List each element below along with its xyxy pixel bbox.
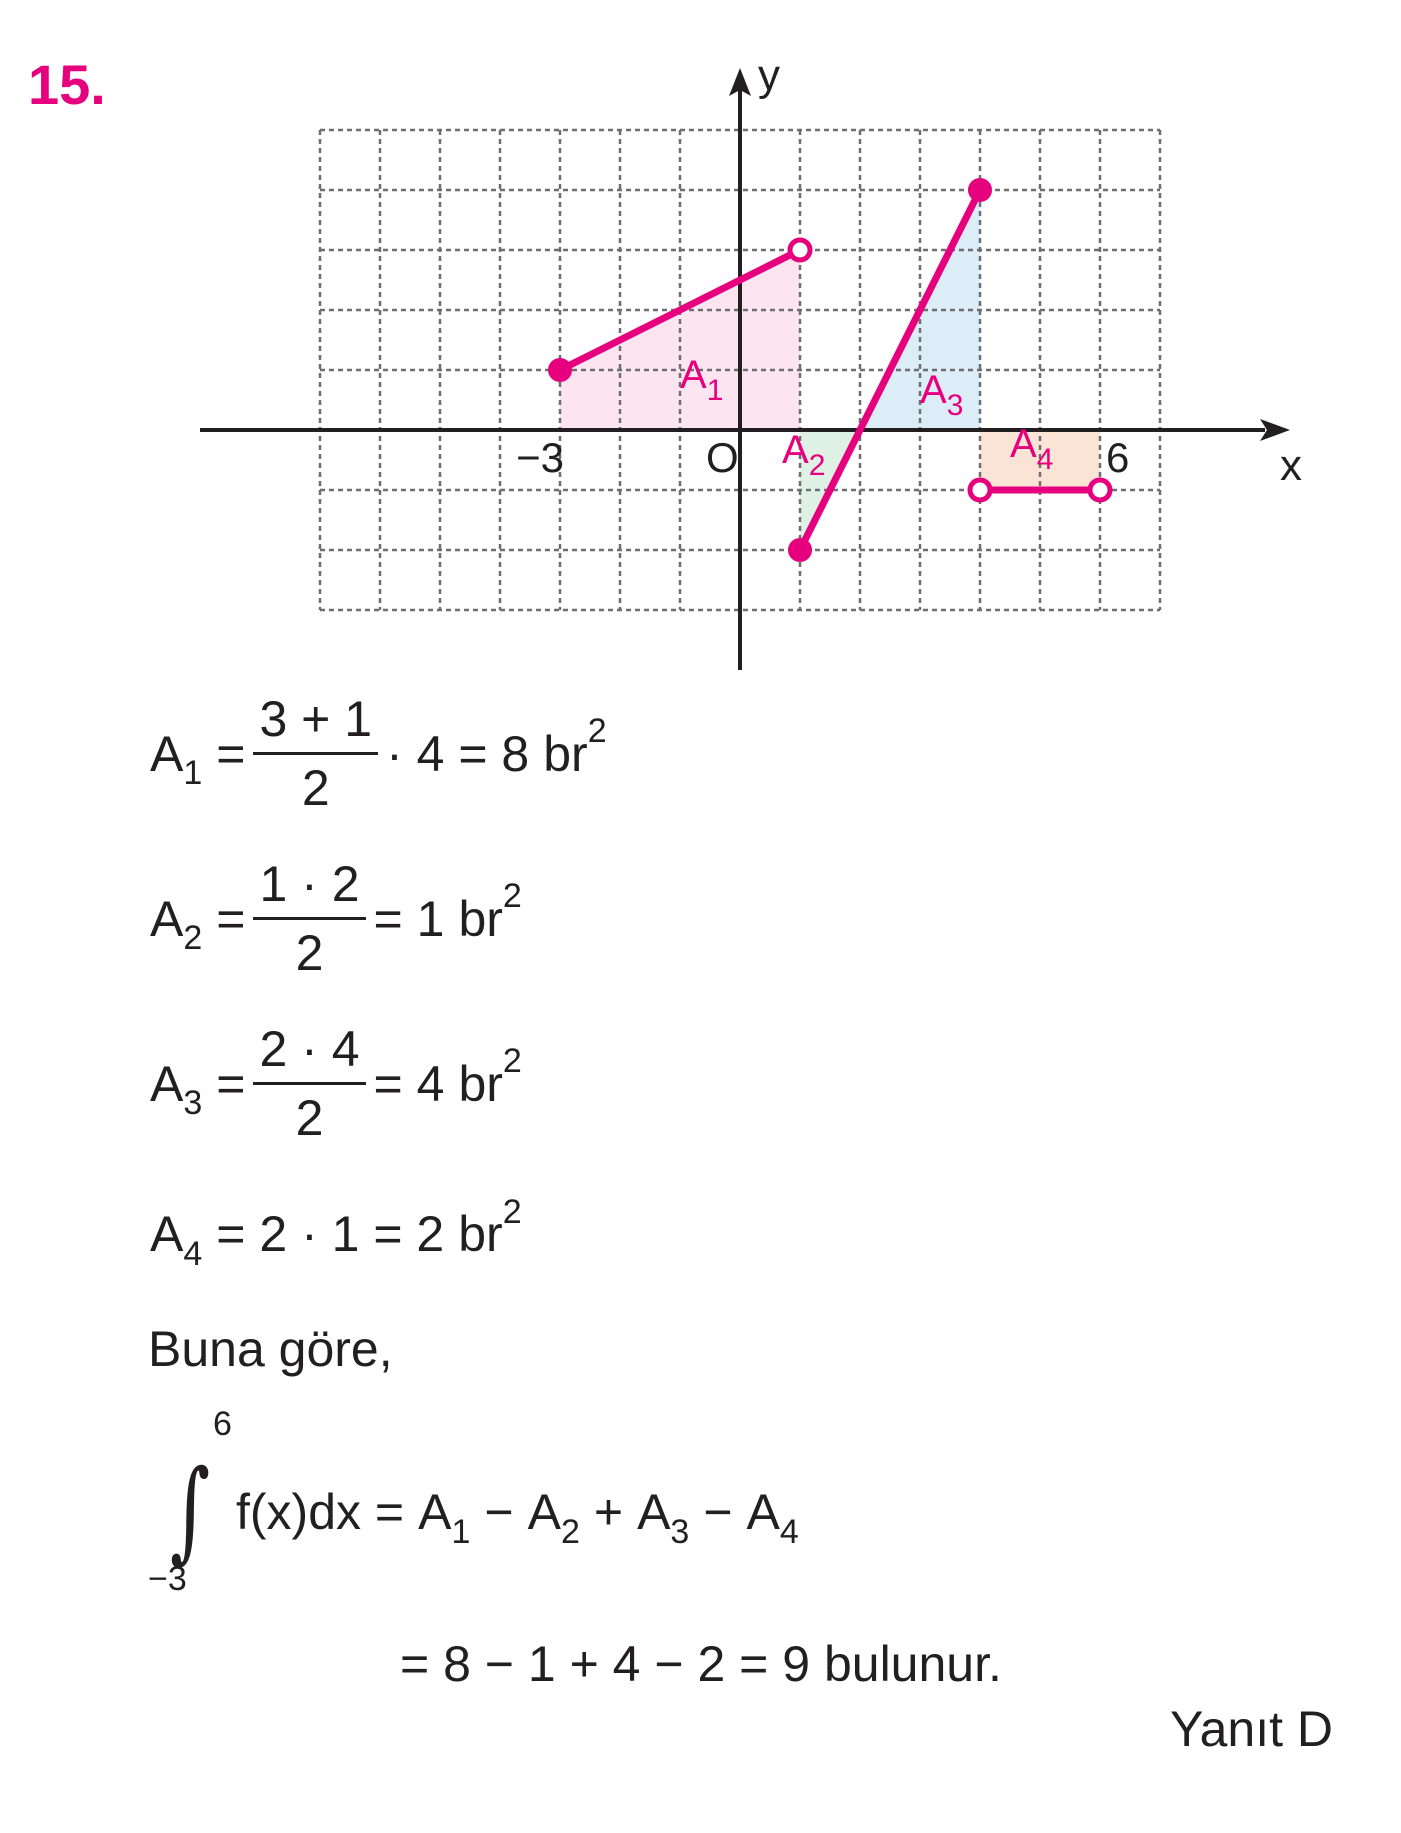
a3-eq: = bbox=[216, 1055, 246, 1112]
term-3-sub: 3 bbox=[670, 1512, 690, 1551]
a1-unit: br bbox=[543, 725, 588, 782]
area-a2-equation bbox=[150, 855, 522, 982]
term-1-op: − bbox=[484, 1484, 514, 1540]
a1-numerator: 3 + 1 bbox=[253, 690, 378, 755]
a3-lhs: A bbox=[150, 1055, 184, 1112]
integral-sign-icon: ∫ bbox=[170, 1446, 211, 1574]
term-3-letter: A bbox=[637, 1484, 671, 1540]
segment-1-start-closed-dot bbox=[548, 358, 572, 382]
region-label-a3-sub: 3 bbox=[946, 389, 964, 422]
area-a3-equation bbox=[150, 1020, 522, 1147]
term-4-letter: A bbox=[746, 1484, 780, 1540]
a2-denominator: 2 bbox=[295, 925, 324, 981]
region-label-a1: $A_1$ bbox=[680, 353, 724, 407]
a1-fraction bbox=[253, 690, 378, 817]
segment-3-end-open-dot bbox=[1090, 480, 1110, 500]
term-1-letter: A bbox=[418, 1484, 452, 1540]
a1-eq: = bbox=[216, 725, 246, 782]
a3-fraction bbox=[253, 1020, 365, 1147]
region-label-a2: $A_2$ bbox=[782, 428, 826, 482]
region-label-a3: $A_3$ bbox=[920, 368, 964, 422]
area-a4-equation bbox=[150, 1192, 522, 1273]
integral-upper-limit: 6 bbox=[213, 1405, 232, 1443]
answer-text: Yanıt D bbox=[1169, 1701, 1333, 1757]
term-2-sub: 2 bbox=[560, 1512, 580, 1551]
term-3-op: − bbox=[703, 1484, 733, 1540]
a1-lhs-sub: 1 bbox=[183, 754, 203, 792]
buna-gore-text: Buna göre, bbox=[148, 1321, 393, 1377]
a2-eq: = bbox=[216, 890, 246, 947]
integral-equation bbox=[148, 1405, 948, 1605]
region-label-a4-sub: 4 bbox=[1036, 443, 1054, 476]
integrand: f(x)dx = bbox=[236, 1484, 405, 1540]
region-label-a2-sub: 2 bbox=[808, 449, 826, 482]
a4-lhs-sub: 4 bbox=[183, 1234, 203, 1273]
term-4-sub: 4 bbox=[779, 1512, 799, 1551]
area-a1-equation bbox=[150, 690, 607, 817]
region-label-a4: $A_4$ bbox=[1010, 422, 1054, 476]
term-2-op: + bbox=[593, 1484, 624, 1540]
origin-label: O bbox=[706, 434, 739, 481]
a3-unit-sup: 2 bbox=[502, 1042, 522, 1080]
integral-body bbox=[236, 1483, 799, 1551]
segment-1-end-open-dot bbox=[790, 240, 810, 260]
a1-denominator: 2 bbox=[301, 760, 330, 816]
a4-lhs: A bbox=[150, 1206, 184, 1262]
result-line: = 8 − 1 + 4 − 2 = 9 bulunur. bbox=[400, 1636, 1002, 1692]
tick-label-6: 6 bbox=[1106, 434, 1130, 481]
a2-rest: = 1 bbox=[373, 890, 445, 947]
a1-rest: · 4 = 8 bbox=[386, 725, 530, 782]
a4-expr: = 2 · 1 = 2 bbox=[216, 1206, 445, 1262]
x-axis-label: x bbox=[1280, 441, 1302, 490]
problem-number: 15. bbox=[28, 53, 106, 116]
segment-2-end-closed-dot bbox=[968, 178, 992, 202]
a1-lhs: A bbox=[150, 725, 184, 782]
tick-label-neg3: −3 bbox=[516, 434, 564, 481]
a3-unit: br bbox=[458, 1055, 503, 1112]
y-axis-label: y bbox=[758, 60, 780, 100]
segment-3-start-open-dot bbox=[970, 480, 990, 500]
a2-unit: br bbox=[458, 890, 503, 947]
a2-lhs-sub: 2 bbox=[183, 919, 203, 957]
a2-lhs: A bbox=[150, 890, 184, 947]
term-1-sub: 1 bbox=[451, 1512, 471, 1551]
a2-fraction bbox=[253, 855, 365, 982]
region-label-a1-sub: 1 bbox=[706, 374, 724, 407]
term-2-letter: A bbox=[527, 1484, 561, 1540]
function-graph bbox=[190, 60, 1310, 680]
integral-lower-limit: −3 bbox=[148, 1560, 187, 1598]
a1-unit-sup: 2 bbox=[587, 712, 607, 750]
a3-numerator: 2 · 4 bbox=[253, 1020, 365, 1085]
a3-rest: = 4 bbox=[373, 1055, 445, 1112]
a3-lhs-sub: 3 bbox=[183, 1084, 203, 1122]
segment-2-start-closed-dot bbox=[788, 538, 812, 562]
a4-unit: br bbox=[458, 1206, 503, 1262]
a2-unit-sup: 2 bbox=[502, 877, 522, 915]
a2-numerator: 1 · 2 bbox=[253, 855, 365, 920]
a4-unit-sup: 2 bbox=[502, 1192, 522, 1231]
a3-denominator: 2 bbox=[295, 1090, 324, 1146]
